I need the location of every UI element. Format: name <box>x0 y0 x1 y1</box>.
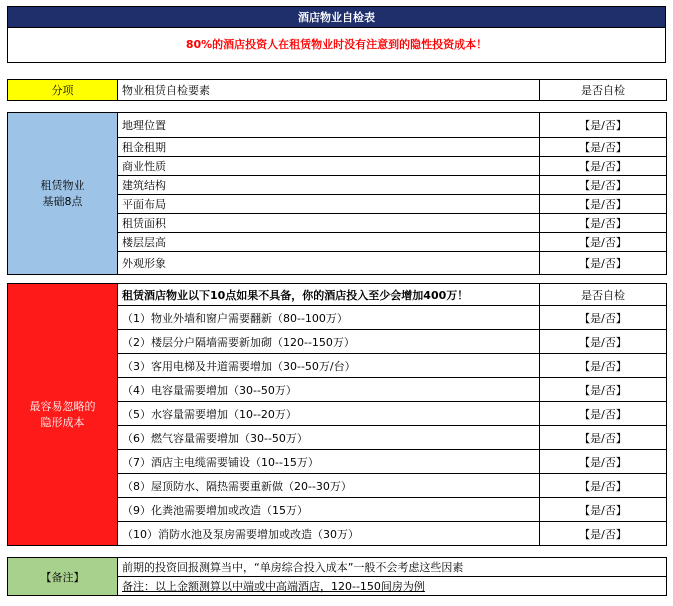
basics-item-check[interactable]: 【是/否】 <box>540 113 667 138</box>
hidden-item-check[interactable]: 【是/否】 <box>540 306 667 330</box>
hidden-item-check[interactable]: 【是/否】 <box>540 378 667 402</box>
hidden-cost-table <box>7 283 667 546</box>
hidden-item-name: （6）燃气容量需要增加（30--50万） <box>118 426 540 450</box>
element-header: 物业租赁自检要素 <box>118 80 540 101</box>
basics-item-name: 平面布局 <box>118 195 540 214</box>
basics-item-name: 租赁面积 <box>118 214 540 233</box>
basics-item-name: 商业性质 <box>118 157 540 176</box>
hidden-item-name: （3）客用电梯及井道需要增加（30--50万/台） <box>118 354 540 378</box>
basics-table <box>7 112 667 275</box>
hidden-label-line1: 最容易忽略的 <box>29 399 96 413</box>
hidden-item-name: （9）化粪池需要增加或改造（15万） <box>118 498 540 522</box>
hidden-label-line2: 隐形成本 <box>40 415 85 429</box>
basics-item-check[interactable]: 【是/否】 <box>540 214 667 233</box>
basics-item-name: 建筑结构 <box>118 176 540 195</box>
hidden-item-check[interactable]: 【是/否】 <box>540 330 667 354</box>
notes-line2: 备注：以上金额测算以中端或中高端酒店，120--150间房为例 <box>118 577 667 596</box>
hidden-heading: 租赁酒店物业以下10点如果不具备，你的酒店投入至少会增加400万！ <box>118 284 540 306</box>
page-title: 酒店物业自检表 <box>7 6 666 28</box>
basics-label-line1: 租赁物业 <box>40 178 85 192</box>
basics-item-check[interactable]: 【是/否】 <box>540 157 667 176</box>
hidden-item-check[interactable]: 【是/否】 <box>540 450 667 474</box>
hidden-item-check[interactable]: 【是/否】 <box>540 522 667 546</box>
hidden-item-name: （10）消防水池及泵房需要增加或改造（30万） <box>118 522 540 546</box>
basics-item-check[interactable]: 【是/否】 <box>540 252 667 275</box>
hidden-item-name: （4）电容量需要增加（30--50万） <box>118 378 540 402</box>
basics-item-check[interactable]: 【是/否】 <box>540 233 667 252</box>
notes-label: 【备注】 <box>8 558 118 596</box>
hidden-item-name: （2）楼层分户隔墙需要新加砌（120--150万） <box>118 330 540 354</box>
hidden-item-name: （7）酒店主电缆需要铺设（10--15万） <box>118 450 540 474</box>
hidden-item-name: （5）水容量需要增加（10--20万） <box>118 402 540 426</box>
basics-item-check[interactable]: 【是/否】 <box>540 138 667 157</box>
hidden-category-cell <box>8 284 118 546</box>
basics-item-name: 地理位置 <box>118 113 540 138</box>
hidden-item-name: （8）屋顶防水、隔热需要重新做（20--30万） <box>118 474 540 498</box>
header-table <box>7 79 667 101</box>
basics-item-check[interactable]: 【是/否】 <box>540 195 667 214</box>
hidden-item-check[interactable]: 【是/否】 <box>540 354 667 378</box>
hidden-item-check[interactable]: 【是/否】 <box>540 474 667 498</box>
basics-item-name: 外观形象 <box>118 252 540 275</box>
basics-item-name: 租金租期 <box>118 138 540 157</box>
basics-item-check[interactable]: 【是/否】 <box>540 176 667 195</box>
category-header: 分项 <box>8 80 118 101</box>
hidden-item-check[interactable]: 【是/否】 <box>540 426 667 450</box>
hidden-heading-check: 是否自检 <box>540 284 667 306</box>
basics-label-line2: 基础8点 <box>42 194 83 208</box>
hidden-item-check[interactable]: 【是/否】 <box>540 498 667 522</box>
notes-table <box>7 557 667 596</box>
check-header: 是否自检 <box>540 80 667 101</box>
basics-item-name: 楼层层高 <box>118 233 540 252</box>
hidden-item-name: （1）物业外墙和窗户需要翻新（80--100万） <box>118 306 540 330</box>
basics-category-cell <box>8 113 118 275</box>
hidden-item-check[interactable]: 【是/否】 <box>540 402 667 426</box>
page-subtitle: 80%的酒店投资人在租赁物业时没有注意到的隐性投资成本！ <box>7 28 666 63</box>
notes-line1: 前期的投资回报测算当中，“单房综合投入成本”一般不会考虑这些因素 <box>118 558 667 577</box>
